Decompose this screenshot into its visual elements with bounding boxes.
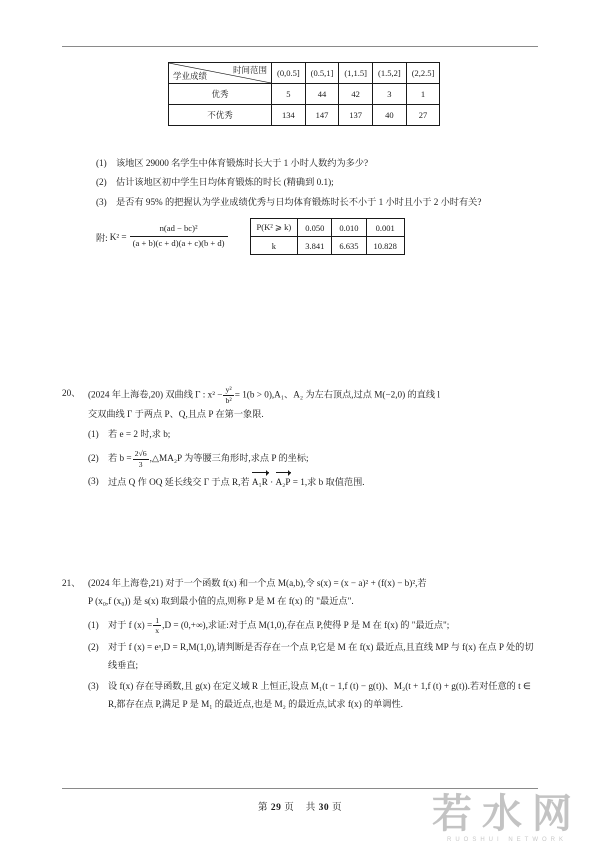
sub-number: (2) — [88, 453, 99, 464]
vector-a2p: A₂P — [276, 473, 291, 492]
sub-number: (3) — [88, 475, 99, 486]
column-header: (1.5,2] — [373, 63, 407, 84]
table-cell: 1 — [406, 84, 440, 105]
question-21-stem — [88, 575, 538, 593]
sub-text-pre: 对于 f (x) = — [108, 619, 153, 630]
footer-page-prefix: 第 — [257, 803, 268, 813]
list-item — [96, 155, 552, 172]
question-21-sub-1 — [88, 614, 538, 637]
critical-value-table — [250, 218, 405, 255]
table-cell: 137 — [339, 105, 373, 126]
bottom-divider — [62, 788, 538, 789]
question-20-stem-a: 双曲线 Γ : x² − — [165, 389, 223, 400]
question-text: 估计该地区初中学生日均体育锻炼的时长 (精确到 0.1); — [116, 177, 334, 188]
critical-header-value: 0.050 — [298, 219, 332, 237]
watermark-subtext: RUOSHUI NETWORK — [447, 837, 567, 843]
b-value-fraction — [133, 449, 149, 470]
sub-text-post: ,△MA₂P 为等腰三角形时,求点 P 的坐标; — [149, 453, 309, 464]
question-21-header — [62, 575, 538, 593]
table-cell: 147 — [305, 105, 339, 126]
table-cell: 10.828 — [366, 237, 404, 255]
critical-header-value: 0.010 — [332, 219, 366, 237]
reciprocal-fraction — [153, 616, 161, 637]
table-cell: 3.841 — [298, 237, 332, 255]
sub-text-pre: 若 b = — [108, 453, 132, 464]
table-row — [169, 105, 440, 126]
k-squared-label: K² = — [109, 231, 127, 242]
fraction-denominator: x — [155, 626, 160, 636]
footer-total-suffix: 页 — [332, 803, 343, 813]
fraction-denominator: b² — [225, 395, 232, 405]
sub-text — [108, 447, 538, 470]
fraction-denominator: 3 — [138, 459, 143, 469]
sub-text-post: = 1,求 b 取值范围. — [290, 476, 365, 487]
sub-number: (1) — [88, 429, 99, 440]
column-header: (0.5,1] — [305, 63, 339, 84]
list-item — [96, 174, 552, 191]
question-20 — [62, 385, 538, 492]
question-text: 是否有 95% 的把握认为学业成绩优秀与日均体育锻炼时长不小于 1 小时且小于 2 小时有关? — [116, 196, 482, 207]
table-cell: 5 — [272, 84, 306, 105]
question-number: (3) — [96, 196, 107, 207]
table-cell: 42 — [339, 84, 373, 105]
question-20-stem — [88, 385, 538, 406]
table-row — [250, 237, 404, 255]
question-20-header — [62, 385, 538, 406]
table-row — [169, 84, 440, 105]
question-20-sub-2 — [88, 447, 538, 470]
row-label: 不优秀 — [169, 105, 272, 126]
sub-number: (1) — [88, 619, 99, 630]
watermark — [432, 790, 582, 843]
table-cell: 27 — [406, 105, 440, 126]
footer-total-number: 30 — [318, 803, 330, 813]
table-cell: 6.635 — [332, 237, 366, 255]
sub-text — [108, 473, 538, 492]
sub-text-pre: 过点 Q 作 OQ 延长线交 Γ 于点 R,若 — [108, 476, 252, 487]
table-cell: 44 — [305, 84, 339, 105]
sub-number: (3) — [88, 681, 99, 692]
sub-text-post: ,D = (0,+∞),求证:对于点 M(1,0),存在点 P,使得 P 是 M 在 f(x) 的 "最近点"; — [162, 619, 450, 630]
column-header: (0,0.5] — [272, 63, 306, 84]
corner-top-label: 时间范围 — [232, 65, 267, 75]
question-text: 该地区 29000 名学生中体育锻炼时长大于 1 小时人数约为多少? — [116, 158, 369, 168]
formula-label: 附: — [96, 232, 108, 243]
sub-text: 对于 f (x) = eˣ,D = R,M(1,0),请判断是否存在一个点 P,它是 M 在 f(x) 最近点,且直线 MP 与 f(x) 在点 P 处的切线垂直; — [108, 642, 534, 671]
table-header-row — [250, 219, 404, 237]
question-21-stem-a: 对于一个函数 f(x) 和一个点 M(a,b),令 s(x) = (x − a)² + (f(x) − b)²,若 — [165, 578, 427, 588]
table-cell: 40 — [373, 105, 407, 126]
footer-page-suffix: 页 — [284, 803, 295, 813]
question-20-number: 20、 — [62, 388, 81, 398]
question-20-stem-c: 交双曲线 Γ 于两点 P、Q,且点 P 在第一象限. — [88, 408, 264, 419]
statistics-table — [168, 62, 440, 126]
question-20-source: (2024 年上海卷,20) — [88, 389, 164, 400]
fraction-numerator: n(ad − bc)² — [130, 223, 228, 237]
table-header-row — [169, 63, 440, 84]
sub-text: 若 e = 2 时,求 b; — [108, 429, 171, 440]
footer-page-number: 29 — [270, 803, 282, 813]
question-number: (1) — [96, 158, 107, 168]
question-21-number: 21、 — [62, 578, 81, 588]
sub-text — [108, 614, 538, 637]
table-cell: 3 — [373, 84, 407, 105]
corner-bottom-label: 学业成绩 — [173, 71, 208, 81]
question-20-sub-1 — [88, 426, 538, 444]
top-divider — [62, 46, 538, 47]
question-21-source: (2024 年上海卷,21) — [88, 578, 164, 588]
hyperbola-fraction — [223, 385, 233, 406]
statistics-table-container — [168, 62, 440, 126]
footer-total-prefix: 共 — [305, 803, 316, 813]
sub-text: 设 f(x) 存在导函数,且 g(x) 在定义域 R 上恒正,设点 M₁(t − 1,f (t) − g(t))、M₂(t + 1,f (t) + g(t)).若对任意的 t ∈ R,都存在点 P,满足 P 是 M₁ 的最近点,也是 M₂ 的最近点,试求 f(x) 的单调性. — [108, 681, 532, 710]
column-header: (1,1.5] — [339, 63, 373, 84]
fraction-numerator: 1 — [155, 615, 160, 625]
question-20-sub-3 — [88, 473, 538, 492]
fraction-denominator: (a + b)(c + d)(a + c)(b + d) — [132, 238, 225, 248]
fraction-numerator: 2√6 — [134, 449, 147, 459]
question-20-stem-b: = 1(b > 0),A₁、A₂ 为左右顶点,过点 M(−2,0) 的直线 l — [234, 389, 440, 400]
row-label: 优秀 — [169, 84, 272, 105]
vector-a1r: A₁R — [252, 473, 268, 492]
sub-number: (2) — [88, 642, 99, 653]
table-corner-cell — [169, 63, 272, 84]
critical-header-value: 0.001 — [366, 219, 404, 237]
critical-header-label: P(K² ⩾ k) — [250, 219, 298, 237]
question-number: (2) — [96, 177, 107, 188]
critical-row-label: k — [250, 237, 298, 255]
question-21 — [62, 575, 538, 714]
question-21-sub-2 — [88, 639, 538, 675]
column-header: (2,2.5] — [406, 63, 440, 84]
question-21-stem-b: P (x₀,f (x₀)) 是 s(x) 取到最小值的点,则称 P 是 M 在 f(x) 的 "最近点". — [88, 595, 354, 606]
formula-row — [96, 218, 405, 255]
question-21-sub-3 — [88, 678, 538, 714]
chi-square-fraction — [130, 223, 228, 249]
top-question-list — [96, 155, 552, 213]
fraction-numerator: y² — [225, 385, 232, 394]
vector-dot: · — [267, 476, 276, 487]
watermark-text: 若水网 — [432, 790, 582, 837]
list-item — [96, 194, 552, 211]
table-cell: 134 — [272, 105, 306, 126]
